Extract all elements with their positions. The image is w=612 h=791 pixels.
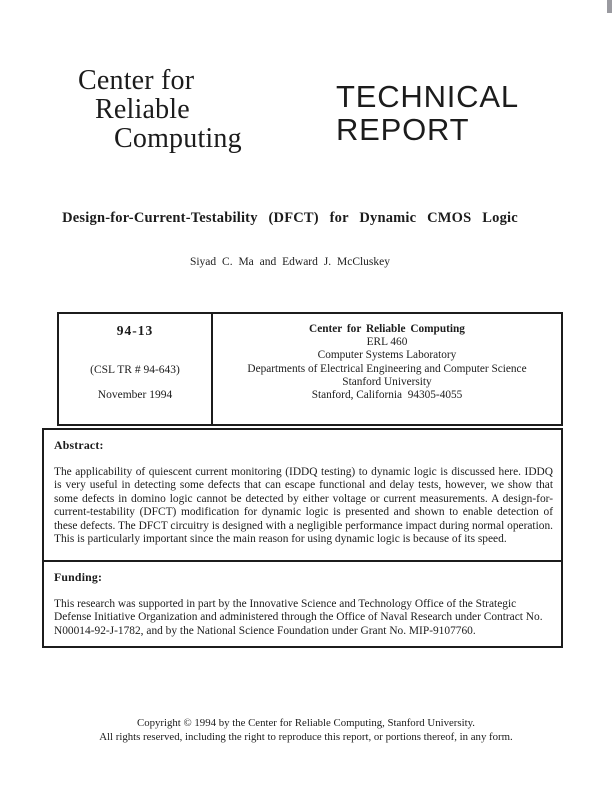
funding-text: This research was supported in part by the Innovative Science and Technology Office of the Strategic Defense Initiative Organization and administered through the Office of Naval Research under Contract No. N00014-92-J-1782, and by the National Science Foundation under Grant No. MIP-9107760. [54, 598, 543, 637]
publisher-address-cell [213, 314, 561, 424]
report-type-line-2: REPORT [336, 112, 470, 147]
address-line: Stanford, California 94305-4055 [311, 389, 463, 402]
address-line: Departments of Electrical Engineering and Computer Science [247, 362, 527, 375]
address-line: Computer Systems Laboratory [317, 349, 457, 362]
logo-line-2: Reliable [95, 94, 190, 125]
abstract-section [42, 428, 563, 562]
funding-heading: Funding: [54, 570, 103, 584]
report-date: November 1994 [97, 389, 173, 401]
report-authors: Siyad C. Ma and Edward J. McCluskey [189, 256, 391, 268]
report-type-heading [336, 80, 519, 146]
report-id-cell [59, 314, 213, 424]
scan-artifact [607, 0, 612, 13]
report-number: 94-13 [116, 323, 154, 338]
crc-logo [78, 66, 242, 153]
tr-number: (CSL TR # 94-643) [90, 364, 180, 376]
report-title: Design-for-Current-Testability (DFCT) for Dynamic CMOS Logic [62, 210, 518, 226]
abstract-heading: Abstract: [54, 438, 104, 452]
funding-section [42, 562, 563, 648]
report-type-line-1: TECHNICAL [336, 79, 519, 114]
address-line: ERL 460 [366, 336, 408, 349]
copyright-line-2: All rights reserved, including the right to reproduce this report, or portions thereof, in any form. [99, 730, 513, 743]
report-info-table [57, 312, 563, 426]
publisher-name: Center for Reliable Computing [309, 323, 465, 335]
logo-line-1: Center for [78, 65, 195, 96]
copyright-notice [0, 717, 612, 744]
abstract-text: The applicability of quiescent current monitoring (IDDQ testing) to dynamic logic is discussed here. IDDQ is very useful in detecting some defects that can escape functional and delay tests, however, we show that some defects in domino logic cannot be detected by either voltage or current measurements. A design-for-current-testability (DFCT) modification for dynamic logic is presented and shown to enable detection of these defects. The DFCT circuitry is designed with a negligible performance impact during normal operation. This is particularly important since the main reason for using dynamic logic is because of its speed. [54, 466, 553, 546]
logo-line-3: Computing [114, 123, 242, 154]
address-line: Stanford University [342, 375, 432, 388]
copyright-line-1: Copyright © 1994 by the Center for Reliable Computing, Stanford University. [137, 717, 475, 729]
